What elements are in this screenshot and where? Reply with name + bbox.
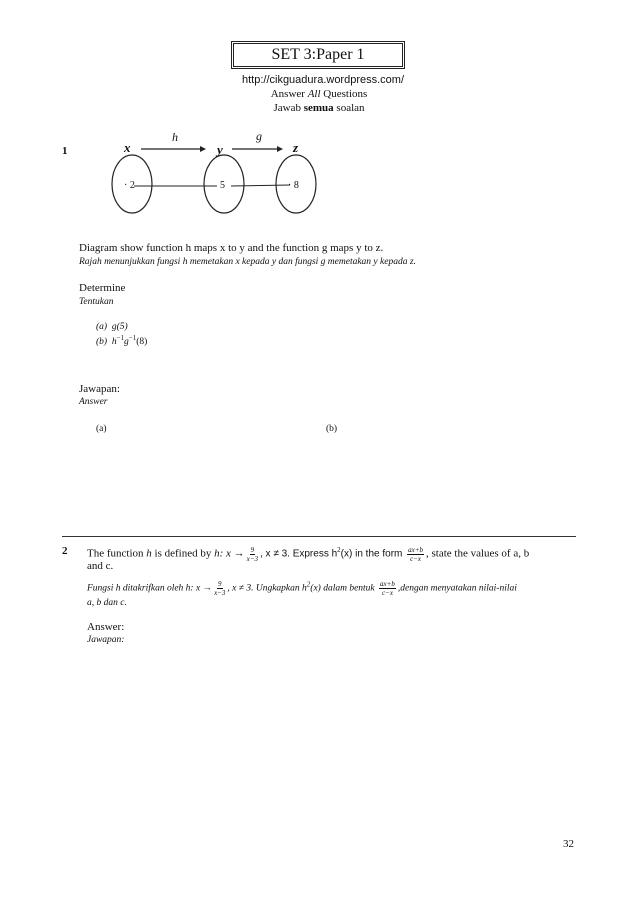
mapping-diagram [0, 0, 638, 240]
q1-answer-b-label: (b) [326, 424, 338, 434]
q1-determine-en: Determine [79, 282, 126, 294]
set-label-z: z [293, 140, 299, 155]
arrow-g-head [277, 146, 283, 152]
q2-answer-en: Answer: [87, 621, 125, 633]
fraction-9-over-x-3-ms: $\frac{9}{x-3}$ [214, 580, 226, 597]
mapping-line-5-8 [231, 185, 290, 186]
question-divider [62, 536, 576, 537]
q1-stem-en: Diagram show function h maps x to y and the function g maps y to z. [79, 242, 384, 254]
instruction-ms: Jawab semua soalan [273, 102, 365, 114]
fraction-9-over-x-3: $\frac{9}{x-3}$ [246, 545, 258, 563]
question-2-number: 2 [62, 545, 68, 557]
q2-answer-ms: Jawapan: [87, 635, 125, 645]
element-5: 5 [220, 180, 225, 191]
q1-part-b: (b) $h^{-1}g^{-1}(8)$ [96, 334, 148, 348]
q2-stem-ms-line1: Fungsi h ditakrifkan oleh h: x → $\frac{9}{x-3}$ , x ≠ 3. Ungkapkan $h^2(x)$ dalam bentuk $\frac{ax+b}{c-x}$ ,dengan menyatakan nilai-nilai [87, 580, 517, 597]
question-1-number: 1 [62, 145, 68, 157]
arrow-h-head [200, 146, 206, 152]
source-url[interactable]: http://cikguadura.wordpress.com/ [241, 74, 405, 86]
q1-answer-ms: Jawapan: [79, 383, 120, 395]
q1-stem-ms: Rajah menunjukkan fungsi h memetakan x kepada y dan fungsi g memetakan y kepada z. [79, 257, 416, 267]
q2-stem-en-line2: and c. [87, 560, 114, 572]
set-label-y: y [217, 142, 223, 157]
q1-part-a: (a) g(5) [96, 322, 128, 332]
q1-determine-ms: Tentukan [79, 297, 114, 307]
q2-stem-en-line1: The function h is defined by h: x → $\frac{9}{x-3}$ , x ≠ 3. Express $h^2(x)$ in the form $\frac{ax+b}{c-x}$ , state the values of a, b [87, 545, 530, 563]
function-label-g: g [256, 129, 262, 143]
fraction-form-ms: $\frac{ax+b}{c-x}$ [380, 580, 395, 597]
q1-answer-a-label: (a) [96, 424, 107, 434]
element-8: · 8 [288, 180, 299, 191]
instruction-en: Answer All Questions [270, 88, 368, 100]
page-number: 32 [563, 838, 574, 850]
q1-answer-en: Answer [79, 397, 108, 407]
function-label-h: h [172, 130, 178, 144]
set-title: SET 3:Paper 1 [271, 46, 365, 63]
element-2: · 2 [124, 180, 135, 191]
fraction-form: $\frac{ax+b}{c-x}$ [408, 545, 423, 563]
set-label-x: x [124, 140, 131, 155]
q2-stem-ms-line2: a, b dan c. [87, 598, 127, 608]
